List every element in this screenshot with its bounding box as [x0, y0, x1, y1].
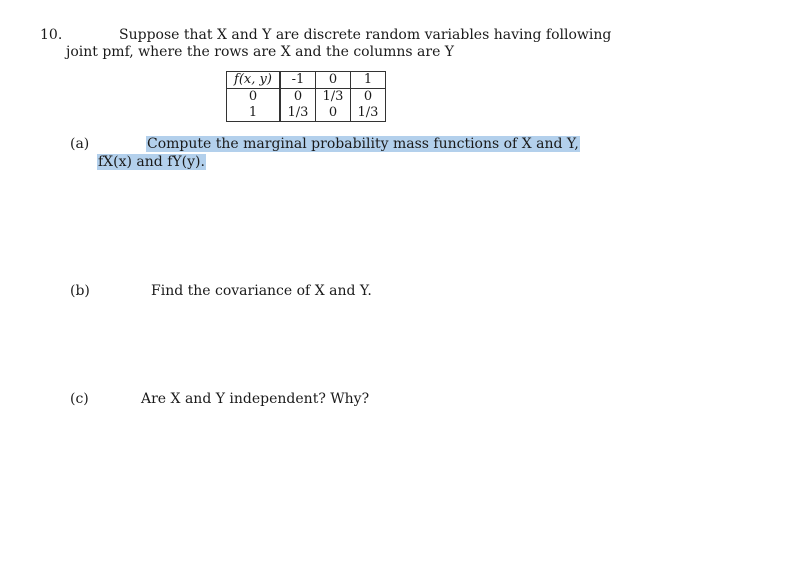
problem-intro-line1: Suppose that X and Y are discrete random variables having following [119, 27, 612, 43]
part-b-label: (b) [70, 283, 90, 299]
table-cell: 1/3 [280, 105, 316, 122]
part-a-text-line1[interactable] [146, 136, 580, 152]
table-cell: 0 [351, 89, 386, 106]
part-c-text: Are X and Y independent? Why? [141, 391, 370, 407]
problem-number: 10. [40, 27, 63, 43]
table-cell: 0 [316, 105, 351, 122]
part-b-text: Find the covariance of X and Y. [151, 283, 372, 299]
selected-text[interactable]: fX(x) and fY(y). [98, 154, 205, 170]
table-cell: 1 [227, 105, 281, 122]
table-cell: 1/3 [316, 89, 351, 106]
problem-intro-line2: joint pmf, where the rows are X and the columns are Y [66, 44, 455, 60]
selected-text[interactable]: Compute the marginal probability mass functions of X and Y, [147, 136, 579, 152]
table-row [227, 89, 386, 106]
table-header-cell: -1 [280, 72, 316, 89]
part-a-label: (a) [70, 136, 90, 152]
table-header-cell: 0 [316, 72, 351, 89]
part-a-text-line2[interactable] [97, 154, 206, 170]
table-cell: 0 [227, 89, 281, 106]
table-cell: 0 [280, 89, 316, 106]
table-cell: 1/3 [351, 105, 386, 122]
table-header-row [227, 72, 386, 89]
joint-pmf-table [226, 71, 386, 122]
table-header-cell: 1 [351, 72, 386, 89]
table-header-cell: f(x, y) [227, 72, 281, 89]
part-c-label: (c) [70, 391, 89, 407]
table-row [227, 105, 386, 122]
